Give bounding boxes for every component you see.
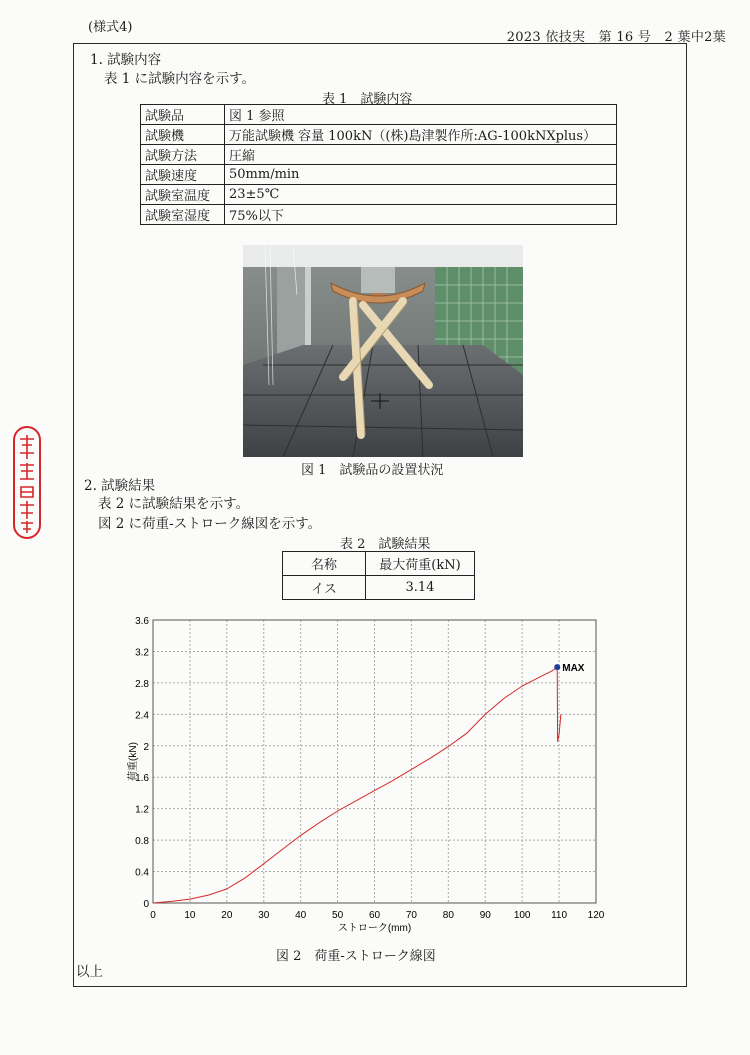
figure1-caption: 図 1 試験品の設置状況 [301,463,444,478]
header-name: 名称 [283,552,366,576]
document-reference: 2023 依技実 第 16 号 2 葉中2葉 [506,30,726,45]
y-tick-label: 1.2 [135,804,149,816]
max-marker [554,664,560,670]
results-table [282,551,475,600]
row-value: 50mm/min [225,165,617,185]
cell-name: イス [283,576,366,600]
x-tick-label: 50 [332,910,344,921]
form-label: (様式4) [88,20,133,35]
y-tick-label: 0 [143,899,149,910]
y-axis-label: 荷重(kN) [128,742,139,781]
x-tick-label: 110 [551,910,568,921]
x-tick-label: 60 [368,910,381,921]
y-tick-label: 2 [143,741,149,753]
row-key: 試験方法 [141,145,225,165]
table-row [141,105,617,125]
figure2-caption: 図 2 荷重-ストローク線図 [276,949,436,964]
table-row [141,145,617,165]
section2-line1: 表 2 に試験結果を示す。 [98,496,250,512]
x-tick-label: 120 [587,910,605,921]
row-value: 75%以下 [225,205,617,225]
section1-intro: 表 1 に試験内容を示す。 [104,71,256,87]
row-key: 試験品 [141,105,225,125]
x-tick-label: 0 [150,910,156,921]
load-curve [153,667,561,903]
row-key: 試験室温度 [141,185,225,205]
y-tick-label: 0.8 [135,836,149,848]
x-tick-label: 30 [258,910,270,921]
y-tick-label: 3.6 [135,616,149,627]
section2-heading: 2. 試験結果 [84,478,156,494]
x-axis-label: ストローク(mm) [337,923,412,934]
y-tick-label: 1.6 [135,773,149,785]
y-tick-label: 2.4 [135,710,149,722]
row-key: 試験室湿度 [141,205,225,225]
cell-max-load: 3.14 [366,576,475,600]
table1-caption: 表 1 試験内容 [322,92,413,107]
x-tick-label: 10 [184,910,196,921]
table-row [141,185,617,205]
table-row [283,576,475,600]
test-conditions-table [140,104,617,225]
seal-stamp [12,425,42,540]
x-tick-label: 20 [221,910,233,921]
max-annotation: MAX [562,663,585,675]
x-tick-label: 40 [295,910,307,921]
x-tick-label: 70 [405,910,417,921]
end-text: 以上 [76,964,103,980]
x-tick-labels [150,910,605,921]
table-row [141,205,617,225]
x-tick-label: 80 [442,910,454,921]
table-header-row [283,552,475,576]
row-value: 万能試験機 容量 100kN（(株)島津製作所:AG-100kNXplus） [225,125,617,145]
x-tick-label: 100 [513,910,531,921]
chart-grid [153,620,596,903]
row-value: 23±5℃ [225,185,617,205]
load-stroke-chart [126,610,616,942]
table-row [141,125,617,145]
table-row [141,165,617,185]
row-key: 試験機 [141,125,225,145]
table2-caption: 表 2 試験結果 [340,537,431,552]
row-value: 図 1 参照 [225,105,617,125]
section2-line2: 図 2 に荷重-ストローク線図を示す。 [98,516,322,532]
y-tick-label: 3.2 [135,647,149,659]
y-tick-label: 0.4 [135,867,149,879]
specimen-photo [243,245,523,457]
x-tick-label: 90 [479,910,491,921]
row-key: 試験速度 [141,165,225,185]
header-max-load: 最大荷重(kN) [366,552,475,576]
row-value: 圧縮 [225,145,617,165]
section1-heading: 1. 試験内容 [90,52,162,68]
y-tick-label: 2.8 [135,678,149,690]
